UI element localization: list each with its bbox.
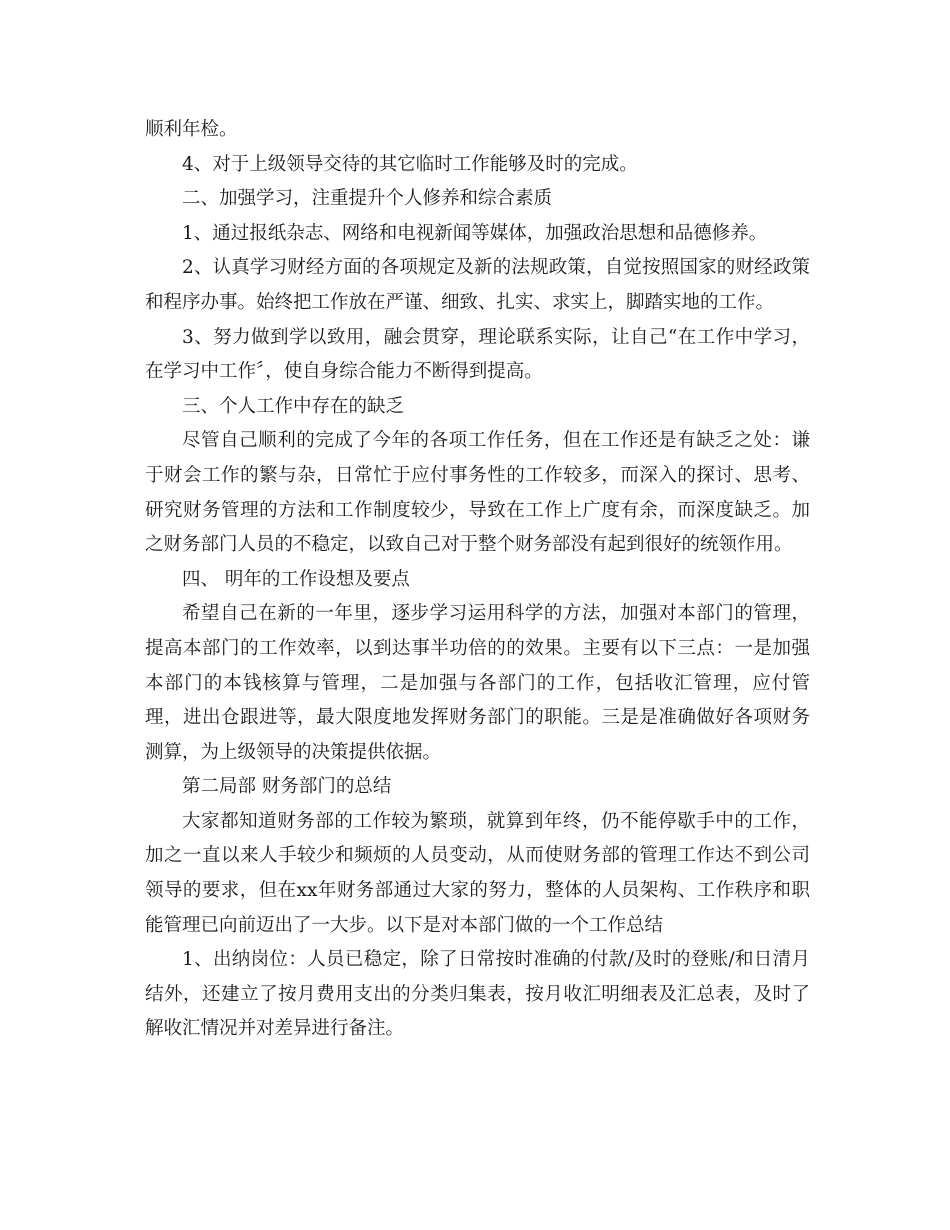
paragraph-plans: 希望自己在新的一年里，逐步学习运用科学的方法，加强对本部门的管理，提高本部门的工作效率，以到达事半功倍的的效果。主要有以下三点：一是加强本部门的本钱核算与管理，二是加强与各部门的工作，包括收汇管理，应付管理，进出仓跟进等，最大限度地发挥财务部门的职能。三是是准确做好各项财务测算，为上级领导的决策提供依据。 [145, 603, 810, 763]
paragraph-shortcomings: 尽管自己顺利的完成了今年的各项工作任务，但在工作还是有缺乏之处：谦于财会工作的繁与杂，日常忙于应付事务性的工作较多，而深入的探讨、思考、研究财务管理的方法和工作制度较少，导致在工作上广度有余，而深度缺乏。加之财务部门人员的不稳定，以致自己对于整个财务部没有起到很好的统领作用。 [145, 430, 810, 556]
section-heading-2: 二、加强学习，注重提升个人修养和综合素质 [182, 188, 553, 210]
document-body [145, 113, 810, 1047]
paragraph-item-4: 4、对于上级领导交待的其它临时工作能够及时的完成。 [182, 153, 638, 175]
section-heading-4: 四、 明年的工作设想及要点 [182, 568, 410, 590]
part-heading-2: 第二局部 财务部门的总结 [182, 776, 392, 798]
paragraph-item-1: 1、通过报纸杂志、网络和电视新闻等媒体，加强政治思想和品德修养。 [182, 222, 768, 244]
paragraph-item-3: 3、努力做到学以致用，融会贯穿，理论联系实际，让自己“在工作中学习，在学习中工作〞，使自身综合能力不断得到提高。 [145, 326, 810, 383]
paragraph-item-2: 2、认真学习财经方面的各项规定及新的法规政策，自觉按照国家的财经政策和程序办事。始终把工作放在严谨、细致、扎实、求实上，脚踏实地的工作。 [145, 257, 810, 313]
paragraph-continuation: 顺利年检。 [145, 119, 238, 140]
paragraph-department-summary: 大家都知道财务部的工作较为繁琐，就算到年终，仍不能停歇手中的工作，加之一直以来人手较少和频烦的人员变动，从而使财务部的管理工作达不到公司领导的要求，但在xx年财务部通过大家的努力，整体的人员架构、工作秩序和职能管理已向前迈出了一大步。以下是对本部门做的一个工作总结 [145, 810, 810, 936]
section-heading-3: 三、个人工作中存在的缺乏 [182, 395, 405, 417]
paragraph-cashier-post: 1、出纳岗位：人员已稳定，除了日常按时准确的付款/及时的登账/和日清月结外，还建立了按月费用支出的分类归集表，按月收汇明细表及汇总表，及时了解收汇情况并对差异进行备注。 [145, 949, 810, 1040]
